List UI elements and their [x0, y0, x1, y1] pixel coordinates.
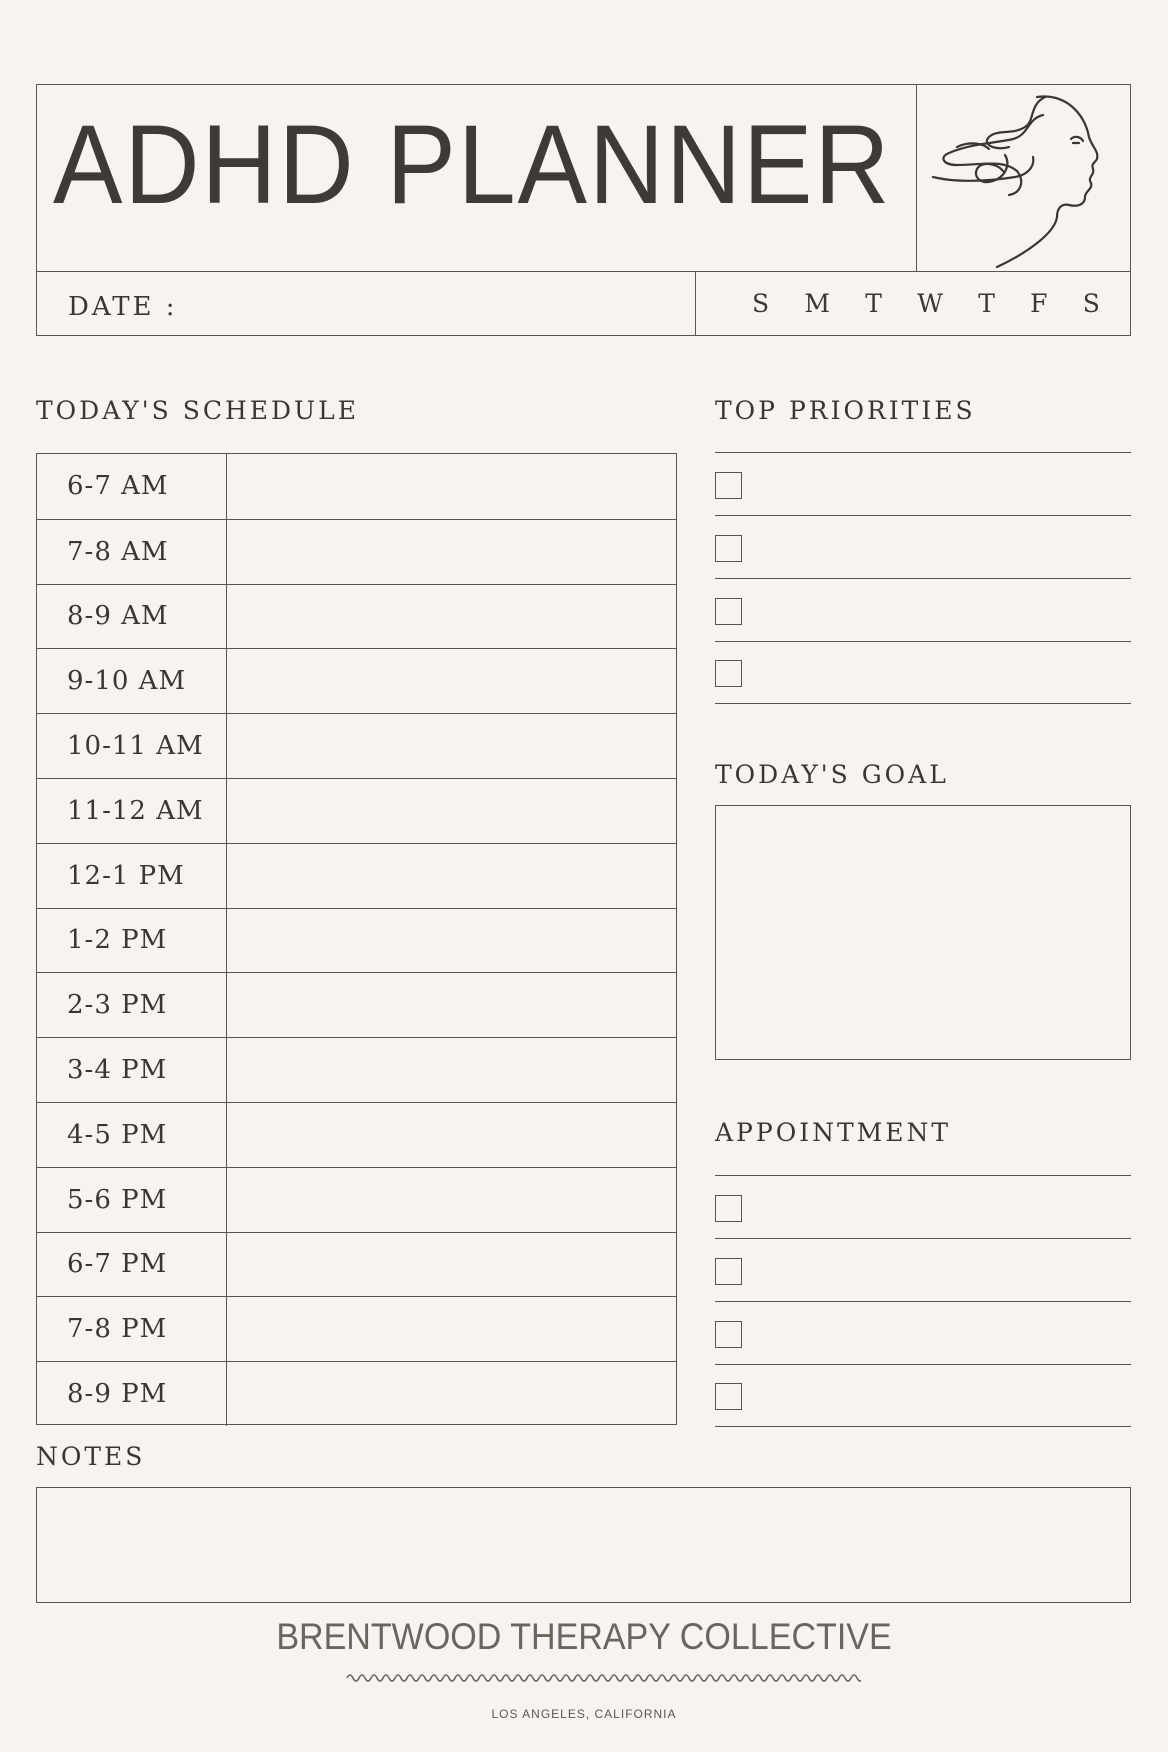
- schedule-entry-field[interactable]: [227, 649, 676, 713]
- priority-checkbox[interactable]: [715, 472, 742, 499]
- schedule-time-label: 7-8 AM: [37, 520, 227, 584]
- appointment-checkbox[interactable]: [715, 1383, 742, 1410]
- planner-header: [36, 84, 1131, 336]
- schedule-entry-field[interactable]: [227, 585, 676, 649]
- page-title: ADHD PLANNER: [53, 102, 892, 227]
- weekday-friday[interactable]: F: [1030, 289, 1048, 318]
- priority-checkbox[interactable]: [715, 535, 742, 562]
- appointment-item[interactable]: [715, 1301, 1131, 1364]
- schedule-time-label: 4-5 PM: [37, 1103, 227, 1167]
- schedule-time-label: 6-7 AM: [37, 454, 227, 519]
- schedule-entry-field[interactable]: [227, 973, 676, 1037]
- schedule-entry-field[interactable]: [227, 714, 676, 778]
- priority-item[interactable]: [715, 641, 1131, 704]
- schedule-entry-field[interactable]: [227, 1362, 676, 1426]
- schedule-row: [37, 713, 676, 778]
- schedule-entry-field[interactable]: [227, 844, 676, 908]
- schedule-row: [37, 584, 676, 649]
- weekday-saturday[interactable]: S: [1082, 289, 1100, 318]
- wave-path: [347, 1675, 861, 1681]
- schedule-table: [36, 453, 677, 1425]
- schedule-entry-field[interactable]: [227, 520, 676, 584]
- wave-divider-icon: [345, 1668, 861, 1688]
- appointment-checkbox[interactable]: [715, 1321, 742, 1348]
- schedule-row: [37, 778, 676, 843]
- schedule-heading: TODAY'S SCHEDULE: [36, 396, 359, 425]
- schedule-time-label: 1-2 PM: [37, 909, 227, 973]
- priority-checkbox[interactable]: [715, 598, 742, 625]
- schedule-row: [37, 1102, 676, 1167]
- priority-item[interactable]: [715, 452, 1131, 515]
- schedule-row: [37, 1167, 676, 1232]
- schedule-entry-field[interactable]: [227, 909, 676, 973]
- weekday-sunday[interactable]: S: [752, 289, 770, 318]
- schedule-row: [37, 1296, 676, 1361]
- schedule-time-label: 11-12 AM: [37, 779, 227, 843]
- notes-heading: NOTES: [36, 1442, 146, 1471]
- title-cell: [37, 85, 917, 271]
- schedule-entry-field[interactable]: [227, 1038, 676, 1102]
- priority-item[interactable]: [715, 578, 1131, 641]
- appointment-checkbox[interactable]: [715, 1195, 742, 1222]
- schedule-entry-field[interactable]: [227, 779, 676, 843]
- goal-heading: TODAY'S GOAL: [715, 760, 949, 789]
- appointment-item[interactable]: [715, 1175, 1131, 1238]
- weekday-selector: [696, 272, 1130, 335]
- date-label: DATE :: [68, 292, 178, 322]
- schedule-entry-field[interactable]: [227, 1233, 676, 1297]
- schedule-entry-field[interactable]: [227, 454, 676, 519]
- appointment-heading: APPOINTMENT: [715, 1118, 952, 1147]
- weekday-wednesday[interactable]: W: [917, 289, 943, 318]
- schedule-time-label: 8-9 AM: [37, 585, 227, 649]
- schedule-time-label: 3-4 PM: [37, 1038, 227, 1102]
- date-row: [37, 271, 1130, 335]
- line-art-face-icon: [917, 85, 1130, 271]
- schedule-row: [37, 519, 676, 584]
- schedule-row: [37, 648, 676, 713]
- priority-item[interactable]: [715, 515, 1131, 578]
- appointment-checkbox[interactable]: [715, 1258, 742, 1285]
- schedule-time-label: 5-6 PM: [37, 1168, 227, 1232]
- schedule-entry-field[interactable]: [227, 1297, 676, 1361]
- goal-textarea[interactable]: [715, 805, 1131, 1060]
- brand-name: BRENTWOOD THERAPY COLLECTIVE: [276, 1616, 892, 1657]
- schedule-row: [37, 1232, 676, 1297]
- schedule-time-label: 10-11 AM: [37, 714, 227, 778]
- schedule-time-label: 2-3 PM: [37, 973, 227, 1037]
- appointment-item[interactable]: [715, 1364, 1131, 1427]
- appointment-list: [715, 1175, 1131, 1427]
- schedule-entry-field[interactable]: [227, 1168, 676, 1232]
- weekday-monday[interactable]: M: [804, 289, 831, 318]
- schedule-entry-field[interactable]: [227, 1103, 676, 1167]
- priorities-list: [715, 452, 1131, 704]
- notes-textarea[interactable]: [36, 1487, 1131, 1603]
- weekday-thursday[interactable]: T: [978, 289, 995, 318]
- priorities-heading: TOP PRIORITIES: [715, 396, 976, 425]
- weekday-tuesday[interactable]: T: [865, 289, 882, 318]
- schedule-time-label: 9-10 AM: [37, 649, 227, 713]
- brand-location: LOS ANGELES, CALIFORNIA: [491, 1707, 677, 1721]
- schedule-time-label: 7-8 PM: [37, 1297, 227, 1361]
- priority-checkbox[interactable]: [715, 660, 742, 687]
- appointment-item[interactable]: [715, 1238, 1131, 1301]
- schedule-time-label: 6-7 PM: [37, 1233, 227, 1297]
- schedule-time-label: 12-1 PM: [37, 844, 227, 908]
- face-illustration: [917, 85, 1130, 271]
- schedule-row: [37, 908, 676, 973]
- schedule-row: [37, 1361, 676, 1426]
- schedule-row: [37, 972, 676, 1037]
- date-field[interactable]: [37, 272, 696, 335]
- schedule-row: [37, 843, 676, 908]
- schedule-row: [37, 1037, 676, 1102]
- schedule-time-label: 8-9 PM: [37, 1362, 227, 1426]
- schedule-row: [37, 454, 676, 519]
